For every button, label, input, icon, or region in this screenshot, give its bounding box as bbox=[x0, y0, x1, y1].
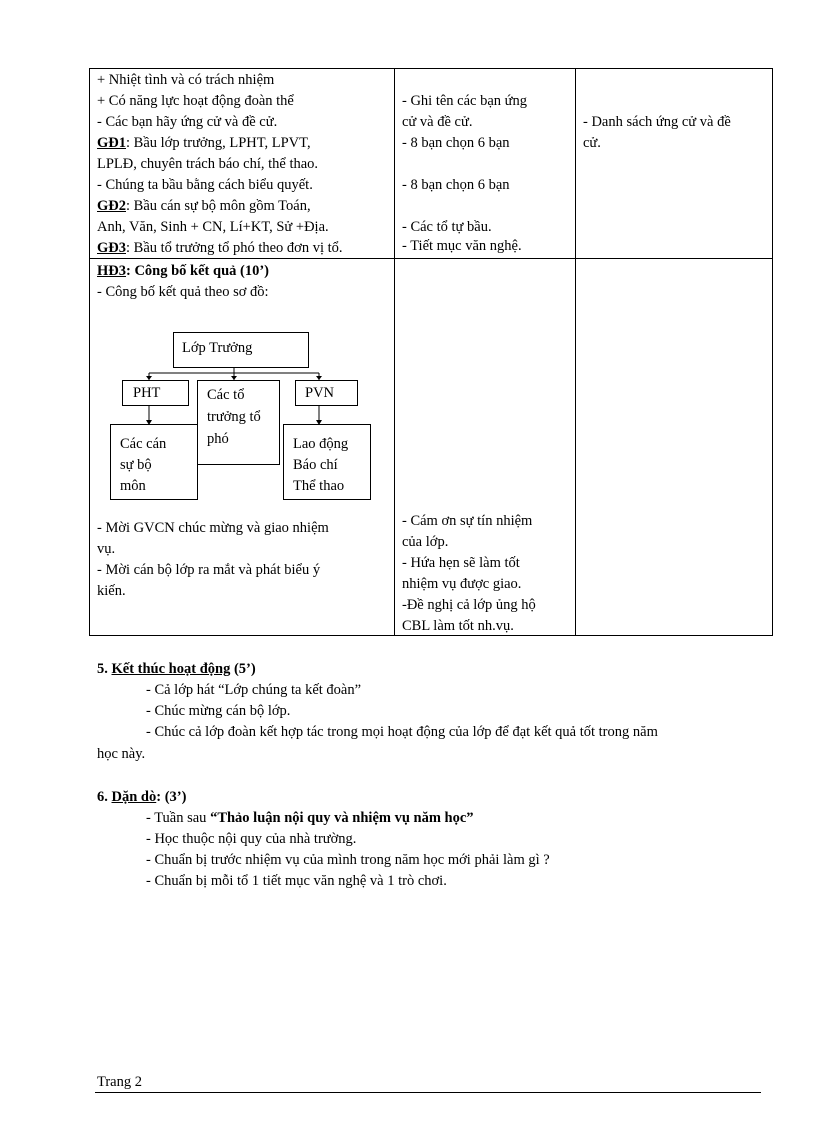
text-line: CBL làm tốt nh.vụ. bbox=[402, 618, 514, 634]
box-pht-label: PHT bbox=[133, 385, 161, 401]
section6-heading bbox=[97, 787, 186, 808]
text-line: - Mời cán bộ lớp ra mắt và phát biểu ý bbox=[97, 562, 321, 578]
text-line: vụ. bbox=[97, 541, 116, 557]
box-can-su-line: sự bộ bbox=[120, 457, 152, 473]
box-can-su-line: Các cán bbox=[120, 436, 167, 452]
section5-time: (5’) bbox=[230, 661, 256, 677]
row1-col2-line: - Ghi tên các bạn ứng bbox=[402, 93, 528, 109]
section6-item: - Học thuộc nội quy của nhà trường. bbox=[146, 831, 357, 847]
section6-item: - Chuẩn bị mỗi tổ 1 tiết mục văn nghệ và 1 trò chơi. bbox=[146, 873, 447, 889]
section5-item: - Chúc mừng cán bộ lớp. bbox=[146, 703, 291, 719]
row1-col2-line: - 8 bạn chọn 6 bạn bbox=[402, 177, 510, 193]
row1-col2-line: - Các tổ tự bầu. bbox=[402, 219, 492, 235]
section5-heading bbox=[97, 659, 256, 680]
section5-item: - Chúc cả lớp đoàn kết hợp tác trong mọi hoạt động của lớp để đạt kết quả tốt trong năm bbox=[146, 724, 658, 740]
section6-item1-prefix: - Tuần sau bbox=[146, 810, 211, 826]
box-to-truong-line: Các tổ bbox=[207, 387, 245, 403]
box-lao-dong-line: Lao động bbox=[293, 436, 349, 452]
section5-item: - Cả lớp hát “Lớp chúng ta kết đoàn” bbox=[146, 682, 362, 698]
row1-col3-line: cử. bbox=[583, 135, 601, 151]
section6-item bbox=[146, 808, 474, 829]
section6-time: : (3’) bbox=[156, 789, 187, 805]
gd2-label: GĐ2 bbox=[97, 198, 126, 214]
section5-num: 5. bbox=[97, 661, 112, 677]
section6-title: Dặn dò bbox=[111, 789, 157, 805]
box-lao-dong-line: Báo chí bbox=[293, 457, 338, 473]
text-line: - Chúng ta bầu bằng cách biểu quyết. bbox=[97, 177, 313, 193]
text-line: - Mời GVCN chúc mừng và giao nhiệm bbox=[97, 520, 329, 536]
gd1-text: : Bầu lớp trưởng, LPHT, LPVT, bbox=[126, 135, 311, 151]
hd3-label: HĐ3 bbox=[97, 263, 126, 279]
gd1-label: GĐ1 bbox=[97, 135, 126, 151]
section6-num: 6. bbox=[97, 789, 112, 805]
section6-item1-bold: “Thảo luận nội quy và nhiệm vụ năm học” bbox=[210, 810, 474, 826]
box-lop-truong-label: Lớp Trưởng bbox=[182, 340, 253, 356]
text-line: kiến. bbox=[97, 583, 126, 599]
text-line: + Nhiệt tình và có trách nhiệm bbox=[97, 72, 275, 88]
row2-col1-after bbox=[97, 518, 329, 602]
text-line: của lớp. bbox=[402, 534, 449, 550]
text-line: LPLĐ, chuyên trách báo chí, thể thao. bbox=[97, 156, 319, 172]
footer-rule bbox=[95, 1092, 761, 1093]
gd3-text: : Bầu tổ trưởng tổ phó theo đơn vị tổ. bbox=[126, 240, 343, 256]
section6-item: - Chuẩn bị trước nhiệm vụ của mình trong năm học mới phải làm gì ? bbox=[146, 852, 550, 868]
row1-col3-line: - Danh sách ứng cử và đề bbox=[583, 114, 731, 130]
row2-col1-line: - Công bố kết quả theo sơ đồ: bbox=[97, 284, 269, 300]
gd2-text: : Bầu cán sự bộ môn gồm Toán, bbox=[126, 198, 311, 214]
text-line: nhiệm vụ được giao. bbox=[402, 576, 522, 592]
text-line: - Các bạn hãy ứng cử và đề cử. bbox=[97, 114, 278, 130]
text-line: + Có năng lực hoạt động đoàn thể bbox=[97, 93, 294, 109]
box-pvn-label: PVN bbox=[305, 385, 335, 401]
text-line: Anh, Văn, Sinh + CN, Lí+KT, Sử +Địa. bbox=[97, 219, 329, 235]
section5-item-cont: học này. bbox=[97, 746, 146, 762]
box-to-truong-line: trưởng tổ bbox=[207, 409, 261, 425]
text-line: -Đề nghị cả lớp ủng hộ bbox=[402, 597, 536, 613]
text-line: - Hứa hẹn sẽ làm tốt bbox=[402, 555, 520, 571]
section5-title: Kết thúc hoạt động bbox=[111, 661, 231, 677]
row1-col2-line: - 8 bạn chọn 6 bạn bbox=[402, 135, 510, 151]
box-can-su-line: môn bbox=[120, 478, 146, 494]
activity-table bbox=[89, 68, 773, 636]
text-line: - Cám ơn sự tín nhiệm bbox=[402, 513, 533, 529]
hd3-text: : Công bố kết quả (10’) bbox=[126, 263, 269, 279]
page-number: Trang 2 bbox=[97, 1074, 142, 1090]
gd3-label: GĐ3 bbox=[97, 240, 126, 256]
row1-col2-line: - Tiết mục văn nghệ. bbox=[402, 238, 522, 254]
box-to-truong-line: phó bbox=[207, 431, 229, 447]
row2-col2-text bbox=[402, 511, 536, 637]
row1-col2-line: cử và đề cử. bbox=[402, 114, 473, 130]
box-lao-dong-line: Thể thao bbox=[293, 478, 345, 494]
